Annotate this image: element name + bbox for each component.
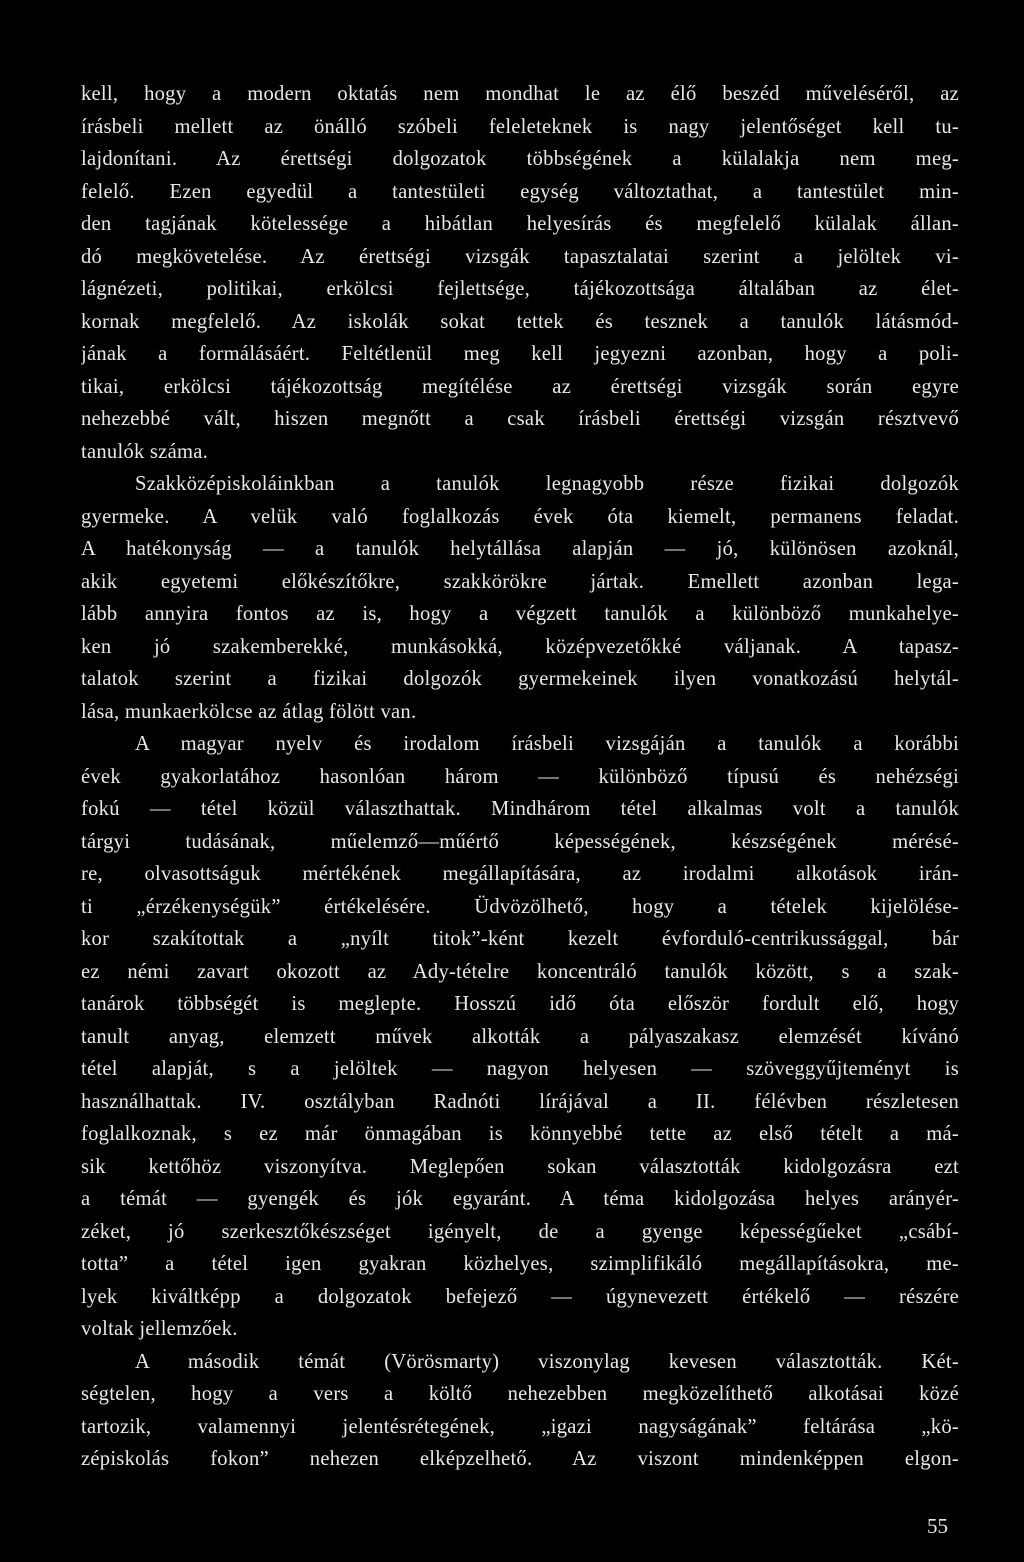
text-line: kor szakítottak a „nyílt titok”-ként kezelt évforduló-centrikussággal, bár [81, 928, 959, 950]
text-line: lyek kiváltképp a dolgozatok befejező — úgynevezett értékelő — részére [81, 1285, 959, 1308]
text-line: foglalkoznak, s ez már önmagában is könnyebbé tette az első tételt a má- [81, 1123, 959, 1145]
text-line: gyermeke. A velük való foglalkozás évek óta kiemelt, permanens feladat. [81, 505, 959, 528]
text-line: ti „érzékenységük” értékelésére. Üdvözölhető, hogy a tételek kijelölése- [81, 895, 959, 918]
text-line: a témát — gyengék és jók egyaránt. A téma kidolgozása helyes arányér- [81, 1188, 959, 1210]
text-line: ken jó szakemberekké, munkásokká, középvezetőkké váljanak. A tapasz- [81, 635, 959, 658]
text-line: jának a formálásáért. Feltétlenül meg kell jegyezni azonban, hogy a poli- [81, 343, 959, 365]
text-line: évek gyakorlatához hasonlóan három — különböző típusú és nehézségi [81, 765, 959, 788]
text-line: kornak megfelelő. Az iskolák sokat tettek és tesznek a tanulók látásmód- [81, 310, 959, 333]
page-body [81, 78, 959, 1476]
text-line: használhattak. IV. osztályban Radnóti lírájával a II. félévben részletesen [81, 1090, 959, 1113]
text-line: zéket, jó szerkesztőkészséget igényelt, de a gyenge képességűeket „csábí- [81, 1220, 959, 1243]
text-line: Szakközépiskoláinkban a tanulók legnagyobb része fizikai dolgozók [135, 473, 959, 495]
text-line: tárgyi tudásának, műelemző—műértő képességének, készségének mérésé- [81, 830, 959, 853]
text-line: totta” a tétel igen gyakran közhelyes, szimplifikáló megállapításokra, me- [81, 1253, 959, 1275]
text-line: re, olvasottságuk mértékének megállapítására, az irodalmi alkotások irán- [81, 863, 959, 885]
text-line: akik egyetemi előkészítőkre, szakkörökre jártak. Emellett azonban lega- [81, 570, 959, 593]
text-line: lágnézeti, politikai, erkölcsi fejlettsége, tájékozottsága általában az élet- [81, 278, 959, 300]
text-line: fokú — tétel közül választhattak. Mindhárom tétel alkalmas volt a tanulók [81, 798, 959, 820]
text-line: tanulók száma. [81, 440, 209, 463]
text-line: kell, hogy a modern oktatás nem mondhat le az élő beszéd műveléséről, az [81, 83, 959, 105]
text-line: tanult anyag, elemzett művek alkották a pályaszakasz elemzését kívánó [81, 1025, 959, 1048]
page-number: 55 [927, 1514, 948, 1538]
text-line: felelő. Ezen egyedül a tantestületi egység változtathat, a tantestület min- [81, 180, 959, 203]
text-line: zépiskolás fokon” nehezen elképzelhető. Az viszont mindenképpen elgon- [81, 1448, 959, 1470]
text-line: tartozik, valamennyi jelentésrétegének, „igazi nagyságának” feltárása „kö- [81, 1415, 959, 1438]
text-line: nehezebbé vált, hiszen megnőtt a csak írásbeli érettségi vizsgán résztvevő [81, 408, 959, 430]
text-line: voltak jellemzőek. [81, 1318, 238, 1340]
text-line: A magyar nyelv és irodalom írásbeli vizsgáján a tanulók a korábbi [135, 733, 959, 755]
text-line: tanárok többségét is meglepte. Hosszú idő óta először fordult elő, hogy [81, 993, 959, 1015]
text-line: A hatékonyság — a tanulók helytállása alapján — jó, különösen azoknál, [81, 538, 959, 560]
text-line: tikai, erkölcsi tájékozottság megítélése az érettségi vizsgák során egyre [81, 375, 959, 398]
text-line: talatok szerint a fizikai dolgozók gyermekeinek ilyen vonatkozású helytál- [81, 668, 959, 690]
text-line: írásbeli mellett az önálló szóbeli feleleteknek is nagy jelentőséget kell tu- [81, 115, 959, 138]
text-line: ez némi zavart okozott az Ady-tételre koncentráló tanulók között, s a szak- [81, 960, 959, 983]
text-line: A második témát (Vörösmarty) viszonylag kevesen választották. Két- [135, 1350, 959, 1373]
text-line: lább annyira fontos az is, hogy a végzett tanulók a különböző munkahelye- [81, 603, 959, 625]
text-line: tétel alapját, s a jelöltek — nagyon helyesen — szöveggyűjteményt is [81, 1058, 959, 1080]
text-line: den tagjának kötelessége a hibátlan helyesírás és megfelelő külalak állan- [81, 213, 959, 235]
text-line: lajdonítani. Az érettségi dolgozatok többségének a külalakja nem meg- [81, 148, 959, 170]
text-line: lása, munkaerkölcse az átlag fölött van. [81, 700, 417, 723]
text-line: ségtelen, hogy a vers a költő nehezebben megközelíthető alkotásai közé [81, 1383, 959, 1405]
text-line: sik kettőhöz viszonyítva. Meglepően sokan választották kidolgozásra ezt [81, 1155, 959, 1178]
text-line: dó megkövetelése. Az érettségi vizsgák tapasztalatai szerint a jelöltek vi- [81, 245, 959, 268]
